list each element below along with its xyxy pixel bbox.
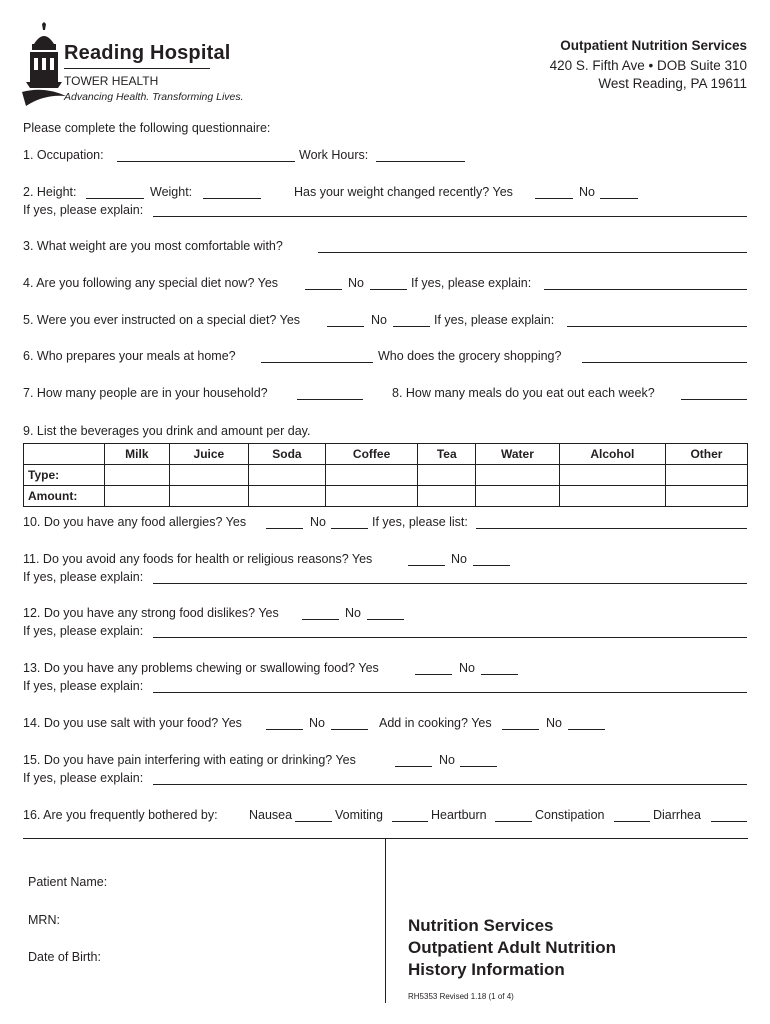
salt-cooking-yes-field[interactable] [502, 729, 539, 730]
alcohol-amount-cell[interactable] [559, 486, 665, 507]
q16-vomiting-label: Vomiting [335, 808, 383, 822]
q2-explain-label: If yes, please explain: [23, 203, 144, 217]
brand-divider [64, 68, 210, 69]
q11-label: 11. Do you avoid any foods for health or religious reasons? Yes [23, 552, 373, 566]
q14-no2-label: No [546, 716, 562, 730]
column-header: Alcohol [559, 444, 665, 465]
q14-cooking-label: Add in cooking? Yes [379, 716, 492, 730]
brand-subtitle: TOWER HEALTH [64, 74, 159, 88]
pain-yes-field[interactable] [395, 766, 432, 767]
mrn-label: MRN: [28, 913, 60, 927]
q5-label: 5. Were you ever instructed on a special diet? Yes [23, 313, 301, 327]
table-corner-cell [24, 444, 105, 465]
q16-constipation-label: Constipation [535, 808, 605, 822]
household-size-field[interactable] [297, 399, 363, 400]
instructed-diet-explain-field[interactable] [567, 326, 747, 327]
q6-grocery-label: Who does the grocery shopping? [378, 349, 562, 363]
q2-weight-label: Weight: [150, 185, 193, 199]
q14-label: 14. Do you use salt with your food? Yes [23, 716, 242, 730]
q8-label: 8. How many meals do you eat out each week? [392, 386, 655, 400]
dislikes-no-field[interactable] [367, 619, 404, 620]
height-field[interactable] [86, 198, 144, 199]
q13-no-label: No [459, 661, 475, 675]
column-header: Soda [249, 444, 326, 465]
salt-yes-field[interactable] [266, 729, 303, 730]
dislikes-yes-field[interactable] [302, 619, 339, 620]
q16-label: 16. Are you frequently bothered by: [23, 808, 218, 822]
q4-explain-label: If yes, please explain: [411, 276, 532, 290]
water-amount-cell[interactable] [476, 486, 560, 507]
q6-label: 6. Who prepares your meals at home? [23, 349, 236, 363]
table-header-row [24, 444, 748, 465]
avoid-foods-yes-field[interactable] [408, 565, 445, 566]
chewing-yes-field[interactable] [415, 674, 452, 675]
form-code: RH5353 Revised 1.18 (1 of 4) [408, 992, 514, 1001]
tea-amount-cell[interactable] [418, 486, 476, 507]
special-diet-yes-field[interactable] [305, 289, 342, 290]
q4-no-label: No [348, 276, 364, 290]
reading-hospital-logo-icon [20, 22, 68, 110]
tea-type-cell[interactable] [418, 465, 476, 486]
department-name: Outpatient Nutrition Services [560, 38, 747, 53]
q2-height-label: 2. Height: [23, 185, 77, 199]
vomiting-field[interactable] [392, 821, 428, 822]
meal-preparer-field[interactable] [261, 362, 373, 363]
q16-nausea-label: Nausea [249, 808, 293, 822]
q10-label: 10. Do you have any food allergies? Yes [23, 515, 247, 529]
q4-label: 4. Are you following any special diet now? Yes [23, 276, 279, 290]
dob-label: Date of Birth: [28, 950, 101, 964]
dislikes-explain-field[interactable] [153, 637, 747, 638]
avoid-foods-explain-field[interactable] [153, 583, 747, 584]
address-line-1: 420 S. Fifth Ave • DOB Suite 310 [549, 58, 747, 73]
weight-field[interactable] [203, 198, 261, 199]
juice-amount-cell[interactable] [169, 486, 248, 507]
q7-label: 7. How many people are in your household? [23, 386, 268, 400]
q2-no-label: No [579, 185, 595, 199]
comfortable-weight-field[interactable] [318, 252, 747, 253]
form-title-line-3: History Information [408, 960, 565, 979]
other-amount-cell[interactable] [665, 486, 747, 507]
q9-label: 9. List the beverages you drink and amount per day. [23, 424, 311, 438]
work-hours-field[interactable] [376, 161, 465, 162]
weight-changed-no-field[interactable] [600, 198, 638, 199]
q15-label: 15. Do you have pain interfering with eating or drinking? Yes [23, 753, 356, 767]
q10-no-label: No [310, 515, 326, 529]
q1-occupation-label: 1. Occupation: [23, 148, 104, 162]
salt-cooking-no-field[interactable] [568, 729, 605, 730]
beverage-table [23, 443, 748, 507]
allergies-list-field[interactable] [476, 528, 747, 529]
q2-weight-changed-label: Has your weight changed recently? Yes [294, 185, 513, 199]
q14-no-label: No [309, 716, 325, 730]
q5-explain-label: If yes, please explain: [434, 313, 555, 327]
q11-explain-label: If yes, please explain: [23, 570, 144, 584]
table-row [24, 486, 748, 507]
column-header: Other [665, 444, 747, 465]
intro-text: Please complete the following questionnaire: [23, 121, 271, 135]
q1-work-hours-label: Work Hours: [299, 148, 369, 162]
soda-type-cell[interactable] [249, 465, 326, 486]
q3-label: 3. What weight are you most comfortable with? [23, 239, 283, 253]
column-header: Juice [169, 444, 248, 465]
column-header: Water [476, 444, 560, 465]
q15-no-label: No [439, 753, 455, 767]
q12-explain-label: If yes, please explain: [23, 624, 144, 638]
row-header: Amount: [24, 486, 105, 507]
brand-name: Reading Hospital [64, 42, 231, 64]
weight-change-explain-field[interactable] [153, 216, 747, 217]
chewing-no-field[interactable] [481, 674, 518, 675]
grocery-shopper-field[interactable] [582, 362, 747, 363]
pain-no-field[interactable] [460, 766, 497, 767]
avoid-foods-no-field[interactable] [473, 565, 510, 566]
water-type-cell[interactable] [476, 465, 560, 486]
pain-explain-field[interactable] [153, 784, 747, 785]
patient-name-label: Patient Name: [28, 875, 108, 889]
form-title-line-1: Nutrition Services [408, 916, 554, 935]
row-header: Type: [24, 465, 105, 486]
milk-amount-cell[interactable] [105, 486, 170, 507]
heartburn-field[interactable] [495, 821, 532, 822]
column-header: Tea [418, 444, 476, 465]
other-type-cell[interactable] [665, 465, 747, 486]
column-header: Coffee [325, 444, 418, 465]
salt-no-field[interactable] [331, 729, 368, 730]
q16-diarrhea-label: Diarrhea [653, 808, 701, 822]
brand-tagline: Advancing Health. Transforming Lives. [64, 91, 244, 103]
weight-changed-yes-field[interactable] [535, 198, 573, 199]
q13-label: 13. Do you have any problems chewing or swallowing food? Yes [23, 661, 379, 675]
diarrhea-field[interactable] [711, 821, 747, 822]
special-diet-no-field[interactable] [370, 289, 407, 290]
q12-no-label: No [345, 606, 361, 620]
constipation-field[interactable] [614, 821, 650, 822]
q13-explain-label: If yes, please explain: [23, 679, 144, 693]
instructed-diet-yes-field[interactable] [327, 326, 364, 327]
q16-heartburn-label: Heartburn [431, 808, 487, 822]
soda-amount-cell[interactable] [249, 486, 326, 507]
table-row [24, 465, 748, 486]
meals-out-field[interactable] [681, 399, 747, 400]
coffee-amount-cell[interactable] [325, 486, 418, 507]
coffee-type-cell[interactable] [325, 465, 418, 486]
q5-no-label: No [371, 313, 387, 327]
alcohol-type-cell[interactable] [559, 465, 665, 486]
q10-list-label: If yes, please list: [372, 515, 468, 529]
footer-vertical-divider [385, 838, 386, 1003]
allergies-yes-field[interactable] [266, 528, 303, 529]
nausea-field[interactable] [295, 821, 332, 822]
occupation-field[interactable] [117, 161, 295, 162]
q11-no-label: No [451, 552, 467, 566]
allergies-no-field[interactable] [331, 528, 368, 529]
q12-label: 12. Do you have any strong food dislikes? Yes [23, 606, 279, 620]
address-line-2: West Reading, PA 19611 [598, 76, 747, 91]
chewing-explain-field[interactable] [153, 692, 747, 693]
special-diet-explain-field[interactable] [544, 289, 747, 290]
juice-type-cell[interactable] [169, 465, 248, 486]
form-title-line-2: Outpatient Adult Nutrition [408, 938, 617, 957]
milk-type-cell[interactable] [105, 465, 170, 486]
q15-explain-label: If yes, please explain: [23, 771, 144, 785]
column-header: Milk [105, 444, 170, 465]
instructed-diet-no-field[interactable] [393, 326, 430, 327]
